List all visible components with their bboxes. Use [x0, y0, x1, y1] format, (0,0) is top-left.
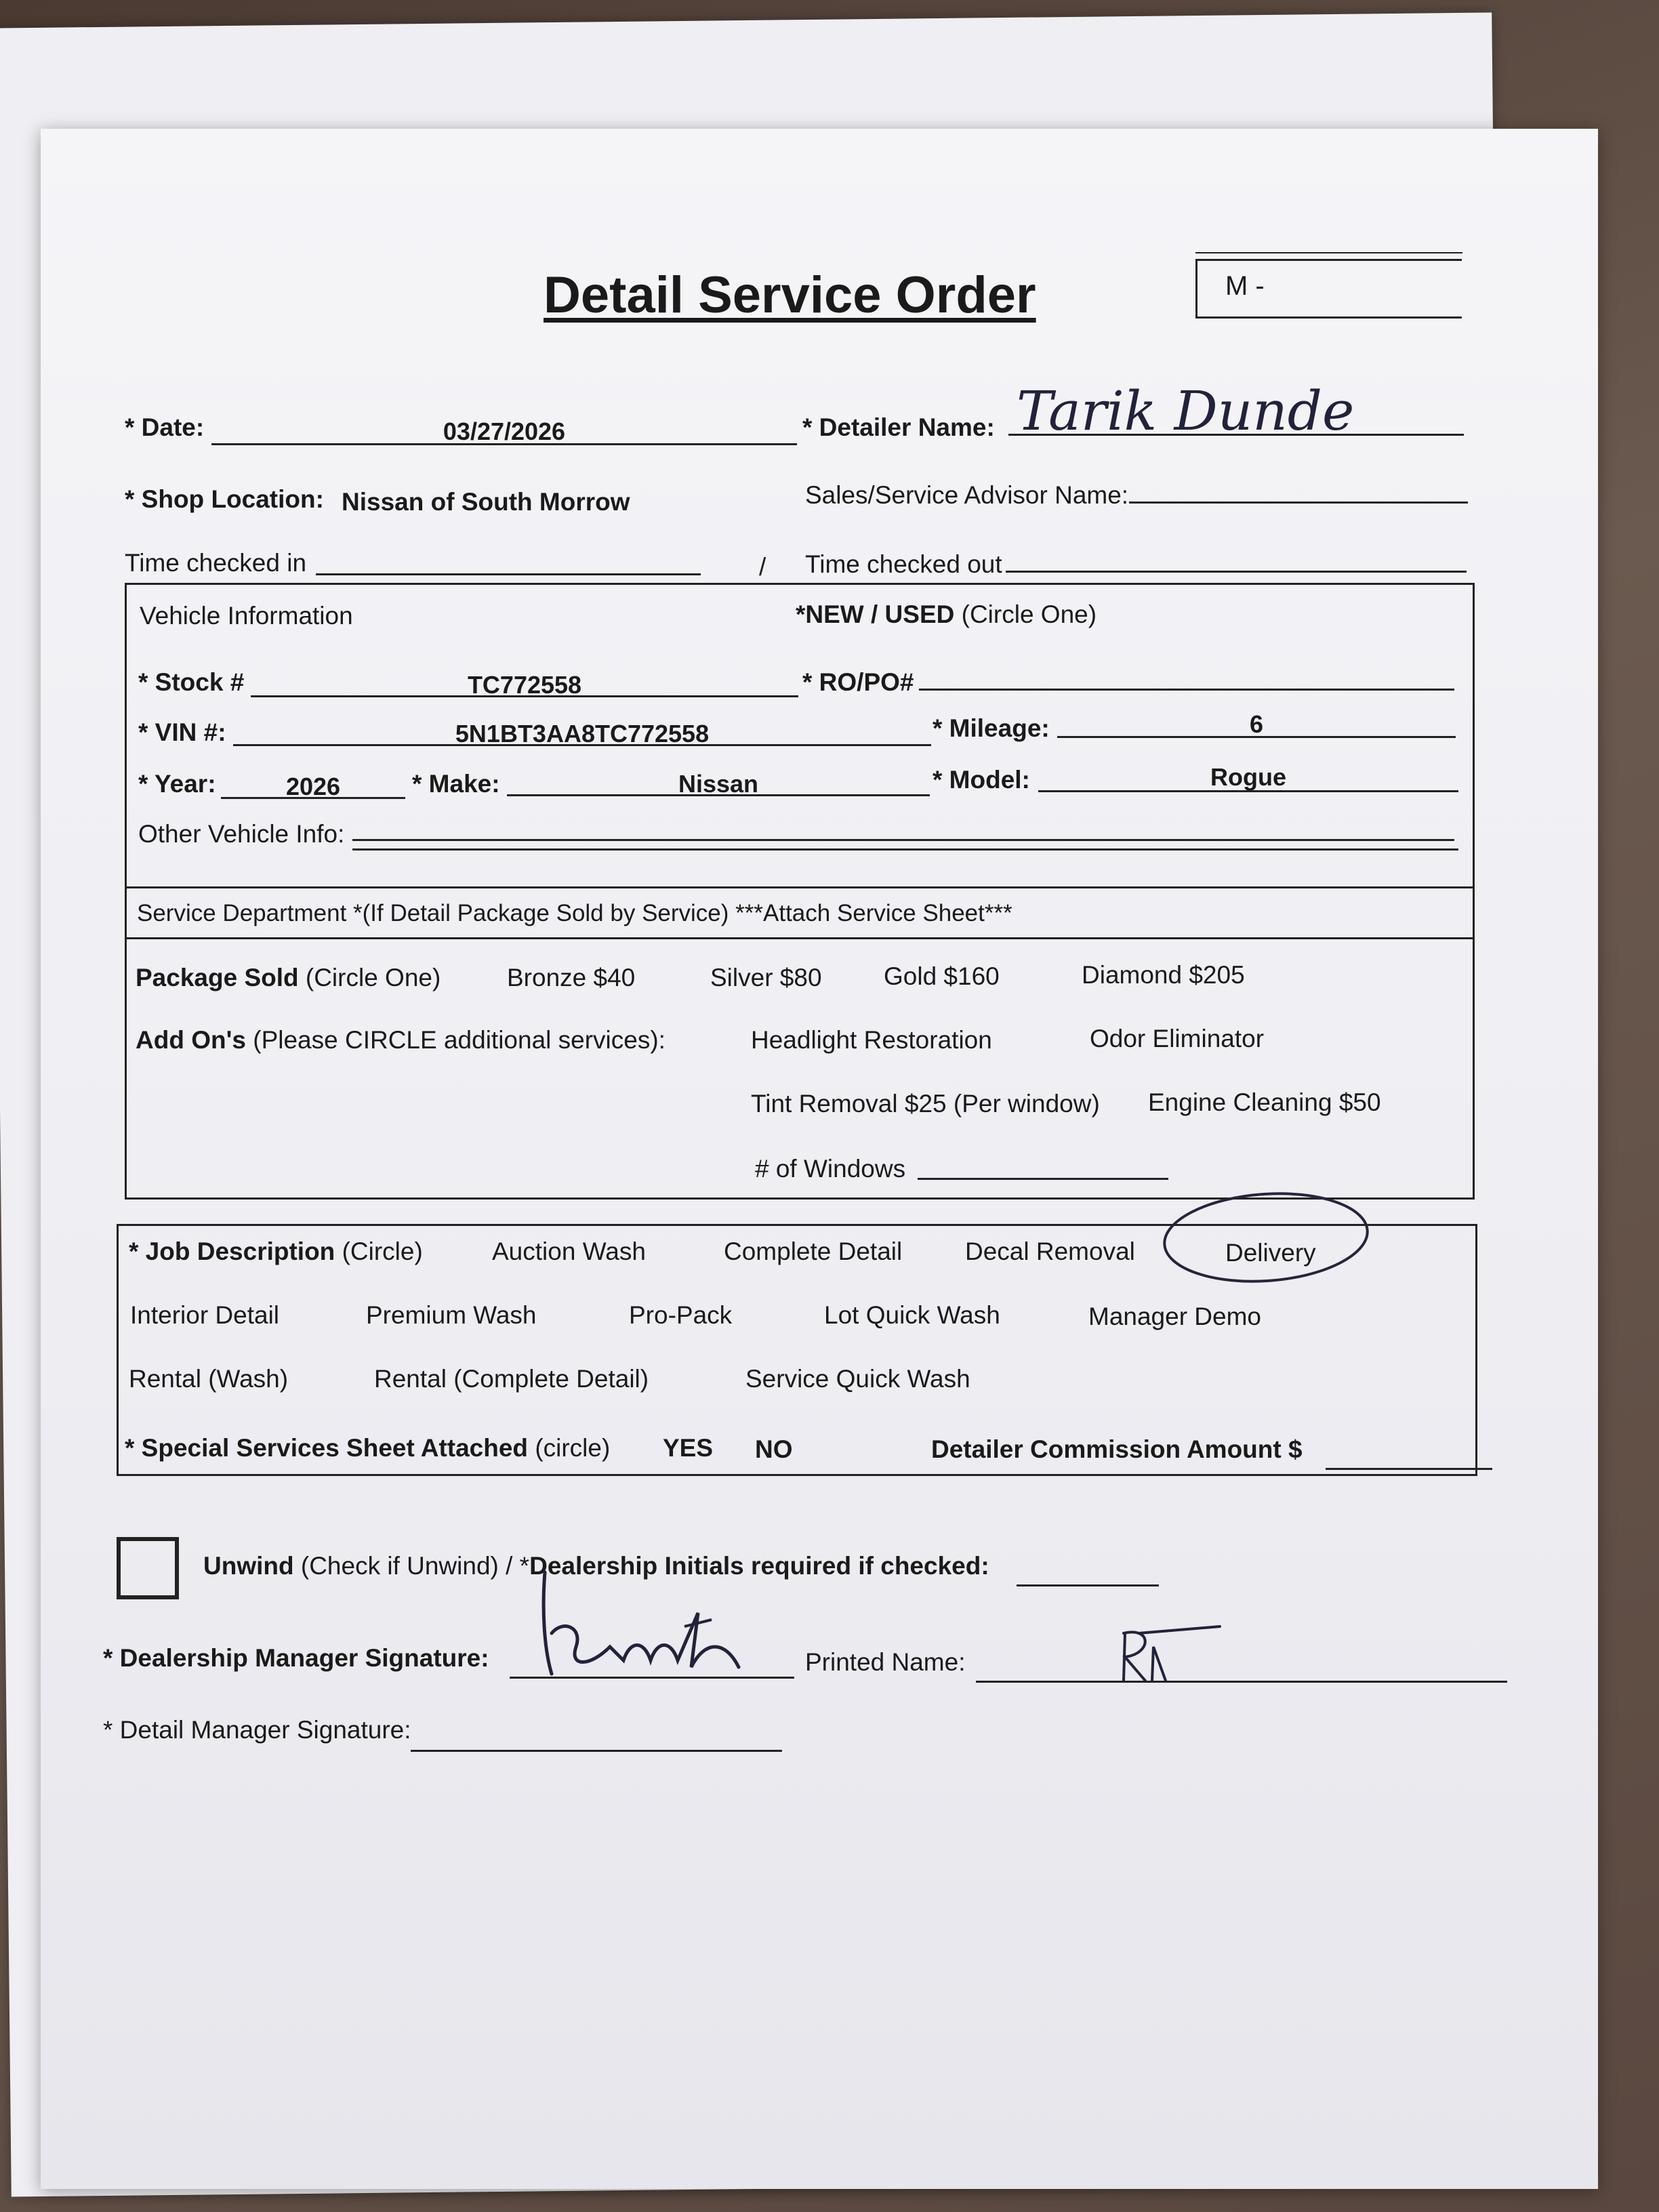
time-checked-in-label: Time checked in [125, 549, 307, 577]
other-vehicle-info-field-2[interactable] [352, 848, 1458, 851]
mileage-label: * Mileage: [933, 714, 1050, 742]
job-complete-detail[interactable]: Complete Detail [724, 1237, 903, 1265]
mileage-value: 6 [1249, 710, 1264, 738]
initials-required-label: Dealership Initials required if checked: [529, 1552, 989, 1580]
detailer-name-label: * Detailer Name: [802, 413, 995, 441]
job-interior-detail[interactable]: Interior Detail [130, 1301, 280, 1329]
other-vehicle-info-label: Other Vehicle Info: [138, 820, 345, 848]
new-used-note: (Circle One) [961, 600, 1097, 628]
order-number-top-rule [1195, 252, 1462, 253]
special-services-no[interactable]: NO [755, 1435, 793, 1463]
printed-name-handwritten-initials [1111, 1620, 1233, 1687]
model-label: * Model: [933, 766, 1030, 794]
make-value: Nissan [678, 770, 759, 798]
package-diamond-option[interactable]: Diamond $205 [1082, 961, 1245, 989]
package-sold-label [136, 964, 441, 992]
windows-count-field[interactable] [918, 1178, 1168, 1180]
job-description-bold: * Job Description [129, 1237, 335, 1265]
package-silver-option[interactable]: Silver $80 [710, 964, 822, 991]
special-services-note: (circle) [535, 1434, 611, 1462]
special-services-label [125, 1434, 610, 1462]
form-sheet [41, 129, 1598, 2189]
package-sold-bold: Package Sold [136, 964, 299, 991]
service-department-header: Service Department *(If Detail Package Sold by Service) ***Attach Service Sheet*** [137, 900, 1012, 926]
special-services-bold: * Special Services Sheet Attached [125, 1434, 529, 1462]
date-value: 03/27/2026 [443, 417, 566, 445]
year-label: * Year: [138, 770, 216, 798]
job-description-label [129, 1237, 423, 1266]
commission-field[interactable] [1326, 1468, 1492, 1470]
job-delivery[interactable]: Delivery [1225, 1239, 1316, 1267]
add-ons-label [136, 1026, 665, 1054]
time-checked-out-label: Time checked out [805, 550, 1002, 578]
other-vehicle-info-field[interactable] [352, 839, 1454, 841]
job-manager-demo[interactable]: Manager Demo [1088, 1303, 1262, 1330]
date-label: * Date: [125, 413, 205, 441]
delivery-circle-mark [1145, 1186, 1389, 1288]
stock-value: TC772558 [467, 671, 582, 699]
job-lot-quick-wash[interactable]: Lot Quick Wash [824, 1301, 1000, 1329]
printed-name-label: Printed Name: [805, 1648, 966, 1676]
model-value: Rogue [1210, 763, 1286, 791]
addon-engine-cleaning[interactable]: Engine Cleaning $50 [1148, 1088, 1381, 1116]
dealership-manager-signature-label: * Dealership Manager Signature: [103, 1644, 489, 1672]
stock-label: * Stock # [138, 668, 245, 696]
job-rental-wash[interactable]: Rental (Wash) [129, 1365, 289, 1393]
addon-tint-removal[interactable]: Tint Removal $25 (Per window) [751, 1090, 1100, 1118]
vin-label: * VIN #: [138, 718, 226, 746]
ro-po-label: * RO/PO# [802, 668, 914, 696]
new-used-label: *NEW / USED [796, 600, 955, 628]
job-pro-pack[interactable]: Pro-Pack [629, 1301, 733, 1329]
shop-location-value: Nissan of South Morrow [342, 488, 630, 516]
package-bronze-option[interactable]: Bronze $40 [507, 964, 636, 991]
vehicle-info-heading: Vehicle Information [140, 602, 353, 630]
printed-name-field[interactable] [976, 1681, 1507, 1683]
ro-po-field[interactable] [919, 689, 1454, 691]
job-decal-removal[interactable]: Decal Removal [965, 1237, 1135, 1265]
special-services-yes[interactable]: YES [663, 1434, 714, 1462]
form-title: Detail Service Order [544, 266, 1036, 324]
make-label: * Make: [412, 770, 500, 798]
detail-manager-signature-field[interactable] [411, 1750, 782, 1752]
unwind-bold: Unwind [203, 1552, 294, 1580]
time-checked-out-field[interactable] [1006, 571, 1467, 573]
time-separator: / [759, 553, 766, 581]
detailer-name-handwritten: Tarik Dunde [1017, 380, 1355, 443]
package-gold-option[interactable]: Gold $160 [884, 962, 1000, 990]
job-auction-wash[interactable]: Auction Wash [492, 1237, 646, 1265]
windows-count-label: # of Windows [755, 1155, 906, 1183]
detail-manager-signature-label: * Detail Manager Signature: [103, 1716, 411, 1744]
dealership-manager-signature [535, 1565, 759, 1681]
job-description-note: (Circle) [342, 1237, 423, 1265]
commission-label: Detailer Commission Amount $ [931, 1435, 1303, 1463]
unwind-checkbox[interactable] [117, 1537, 179, 1599]
shop-location-label: * Shop Location: [125, 485, 324, 513]
addon-headlight-restoration[interactable]: Headlight Restoration [751, 1026, 992, 1054]
new-used-selector[interactable] [796, 600, 1097, 629]
order-number-prefix: M - [1225, 271, 1265, 301]
year-value: 2026 [285, 773, 341, 800]
job-service-quick-wash[interactable]: Service Quick Wash [745, 1365, 970, 1393]
add-ons-note: (Please CIRCLE additional services): [253, 1026, 665, 1054]
job-premium-wash[interactable]: Premium Wash [366, 1301, 537, 1329]
addon-odor-eliminator[interactable]: Odor Eliminator [1090, 1025, 1265, 1052]
dealership-initials-field[interactable] [1017, 1584, 1159, 1586]
unwind-note: (Check if Unwind) / * [300, 1552, 530, 1580]
advisor-name-field[interactable] [1129, 501, 1468, 504]
job-rental-complete-detail[interactable]: Rental (Complete Detail) [374, 1365, 649, 1393]
package-sold-note: (Circle One) [305, 964, 441, 991]
time-checked-in-field[interactable] [316, 573, 701, 575]
advisor-name-label: Sales/Service Advisor Name: [805, 481, 1129, 509]
vin-value: 5N1BT3AA8TC772558 [455, 720, 710, 747]
add-ons-bold: Add On's [136, 1026, 246, 1054]
